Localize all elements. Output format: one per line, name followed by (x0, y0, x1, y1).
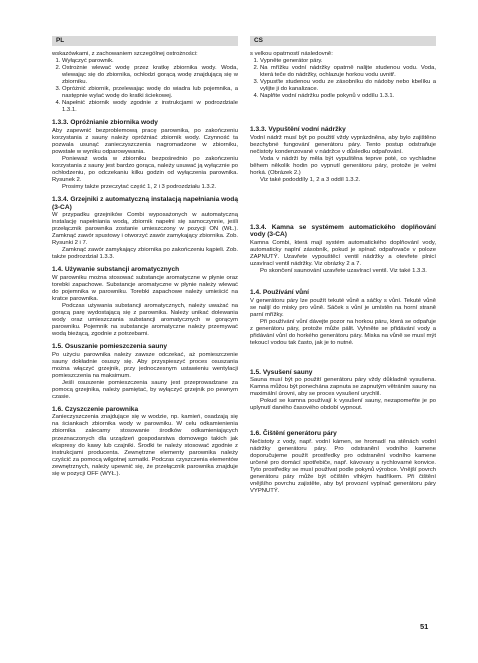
paragraph: Voda v nádrži by měla být vypuštěna teprve poté, co vychladne během několik hodin po vypnutí generátoru páry, protože je velmi horká. (Obrázek 2.) (250, 155, 436, 176)
list-item: 3. Vypusťte studenou vodu ze zásobníku do nádoby nebo kbelíku a vylijte ji do kanalizace. (260, 79, 436, 93)
paragraph: Sauna musí být po použití generátoru páry vždy důkladně vysušena. Kamna můžou být ponechána zapnuta se zapnutým větráním sauny na maximální úrovni, aby se proces vysušení urychlil. (250, 377, 436, 398)
paragraph: Zanieczyszczenia znajdujące się w wodzie, np. kamień, osadzają się na ściankach zbiornika wody w parowniku. W celu odkamienienia zbiornika zalecamy stosowanie środków odkamieniających przeznaczonych dla urządzeń gospodarstwa domowego takich jak ekspresy do kawy lub czajniki. Środki te należy stosować zgodnie z instrukcjami producenta. Zewnętrzne elementy parownika należy czyścić za pomocą wilgotnej szmatki. Podczas czyszczenia elementów zewnętrznych, należy upewnić się, że przełącznik parownika znajduje się w pozycji OFF (WYŁ.). (52, 414, 238, 477)
paragraph: Podczas używania substancji aromatycznych, należy uważać na gorącą parę wydostającą się z parownika. Należy unikać dolewania wody oraz umieszczania substancji aromatycznych w gorącym parowniku. Pojemnik na substancje aromatyczne należy przemywać wodą bieżącą, zgodnie z potrzebami. (52, 302, 238, 338)
section-heading: 1.3.3. Opróżnianie zbiornika wody (52, 119, 158, 127)
intro-text: wskazówkami, z zachowaniem szczególnej ostrożności: (52, 51, 198, 57)
paragraph: Jeśli osuszenie pomieszczenia sauny jest przeprowadzane za pomocą grzejnika, należy pamiętać, by wyłączyć grzejnik po pewnym czasie. (52, 379, 238, 400)
paragraph: Vodní nádrž musí být po použití vždy vyprázdněna, aby bylo zajištěno bezchybné fungování generátoru páry. Tento postup odstraňuje nečistoty kondenzované v nádržce v důsledku odpařování. (250, 134, 436, 155)
paragraph: W parowniku można stosować substancje aromatyczne w płynie oraz torebki zapachowe. Substancje aromatyczne w płynie należy wlewać do pojemnika w parowniku. Torebki zapachowe należy umieścić na kratce parownika. (52, 274, 238, 302)
list-item: 1. Vypněte generátor páry. (260, 58, 436, 65)
paragraph: Zamknąć zawór zamykający zbiornika po zakończeniu kąpieli. Zob. także podrozdział 1.3.3. (52, 247, 238, 261)
language-code: PL (56, 37, 65, 44)
paragraph: Pokud se kamna používají k vysušení sauny, nezapomeňte je po uplynutí daného časového období vypnout. (250, 398, 436, 412)
language-code: CS (254, 37, 263, 44)
section-heading: 1.3.3. Vypuštění vodní nádržky (250, 126, 346, 134)
list-item: 1. Wyłączyć parownik. (62, 58, 238, 65)
section-heading: 1.5. Vysušení sauny (250, 368, 313, 376)
paragraph: Po skončení saunování uzavřete uzavírací ventil. Viz také 1.3.3. (260, 268, 427, 275)
section-heading: 1.5. Osuszanie pomieszczenia sauny (52, 343, 168, 351)
paragraph: Nečistoty z vody, např. vodní kámen, se hromadí na stěnách vodní nádržky generátoru páry. Pro odstranění vodního kamene doporučujeme použít prostředky pro odstranění vodního kamene určené pro domácí spotřebiče, např. kávovary a rychlovarné konvice. Tyto prostředky se musí používat podle pokynů výrobce. Vnější povrch generátoru páry může být očištěn vlhkým hadříkem. Při čištění vnějšího povrchu zajistěte, aby byl provozní vypínač generátoru páry VYPNUTÝ. (250, 438, 436, 495)
paragraph: Prosimy także przeczytać część 1, 2 i 3 podrozdziału 1.3.2. (62, 184, 217, 191)
paragraph: Ponieważ woda w zbiorniku bezpośrednio po zakończeniu korzystania z sauny jest bardzo gorąca, należy usuwać ją wyłącznie po ochłodzeniu, po odczekaniu kilku godzin od wyłączenia parownika. Rysunek 2. (52, 156, 238, 184)
intro-text: s velkou opatrností následovně: (250, 51, 333, 57)
language-tab-pl (52, 36, 238, 46)
section-heading: 1.6. Čištění generátoru páry (250, 430, 337, 438)
section-heading: 1.6. Czyszczenie parownika (52, 405, 139, 413)
list-item: 2. Na mřížku vodní nádržky opatrně nalijte studenou vodu. Voda, která teče do nádržky, ochlazuje horkou vodu uvnitř. (260, 65, 436, 79)
language-tab-cs (250, 36, 436, 46)
paragraph: Po użyciu parownika należy zawsze odczekać, aż pomieszczenie sauny dokładnie osuszy się. Aby przyspieszyć proces osuszania można włączyć grzejnik, przy jednoczesnym ustawieniu wentylacji pomieszczenia na maksimum. (52, 351, 238, 379)
paragraph: V generátoru páry lze použít tekuté vůně a sáčky s vůní. Tekuté vůně se nalijí do misky pro vůně. Sáček s vůní je umístěn na horní straně parní mřížky. (250, 297, 436, 318)
paragraph: Při používání vůní dávejte pozor na horkou páru, která se odpařuje z generátoru páry, protože může pálit. Vyhněte se přidávání vody a přidávání vůní do horkého generátoru páry. Miska na vůně se musí mýt tekoucí vodou tak často, jak je to nutné. (250, 318, 436, 346)
steps-list (250, 58, 436, 100)
list-item: 2. Ostrożnie wlewać wodę przez kratkę zbiornika wody. Woda, wlewając się do zbiornika, ochłodzi gorącą wodę znajdującą się w zbiorniku. (62, 65, 238, 86)
section-heading: 1.4. Używanie substancji aromatycznych (52, 266, 180, 274)
paragraph: W przypadku grzejników Combi wyposażonych w automatyczną instalację napełniania wodą, zbiornik napełni się samoczynnie, jeśli przełącznik parownika zostanie umieszczony w pozycji ON (WŁ.). Zamknąć zawór spustowy i otworzyć zawór zamykający zbiornika. Zob. Rysunki 2 i 7. (52, 212, 238, 247)
list-item: 4. Napełnić zbiornik wody zgodnie z instrukcjami w podrozdziale 1.3.1. (62, 100, 238, 114)
page-number: 51 (420, 622, 429, 631)
list-item: 3. Opróżnić zbiornik, przelewając wodę do wiadra lub pojemnika, a następnie wylać wodę do kratki ściekowej. (62, 86, 238, 100)
steps-list (52, 58, 238, 114)
polish-column (52, 51, 238, 478)
section-heading: 1.3.4. Grzejniki z automatyczną instalacją napełniania wodą (3-CA) (52, 196, 238, 211)
paragraph: Aby zapewnić bezproblemową pracę parownika, po zakończeniu korzystania z sauny należy opróżniać zbiornik wody. Czynność ta pozwala usunąć zanieczyszczenia nagromadzone w zbiorniku, powstałe w wyniku odparowywania. (52, 127, 238, 155)
paragraph: Viz také pododdíly 1, 2 a 3 oddíl 1.3.2. (260, 177, 361, 184)
section-heading: 1.3.4. Kamna se systémem automatického doplňování vody (3-CA) (250, 224, 436, 239)
czech-column (250, 51, 436, 495)
section-heading: 1.4. Používání vůní (250, 289, 309, 297)
list-item: 4. Naplňte vodní nádržku podle pokynů v oddílu 1.3.1. (260, 93, 436, 100)
paragraph: Kamna Combi, která mají systém automatického doplňování vody, automaticky naplní zásobník, pokud je spínač odpařovače v poloze ZAPNUTÝ. Uzavřete vypouštěcí ventil nádržky a otevřete plnicí uzavírací ventil nádržky. Viz obrázky 2 a 7. (250, 239, 436, 268)
